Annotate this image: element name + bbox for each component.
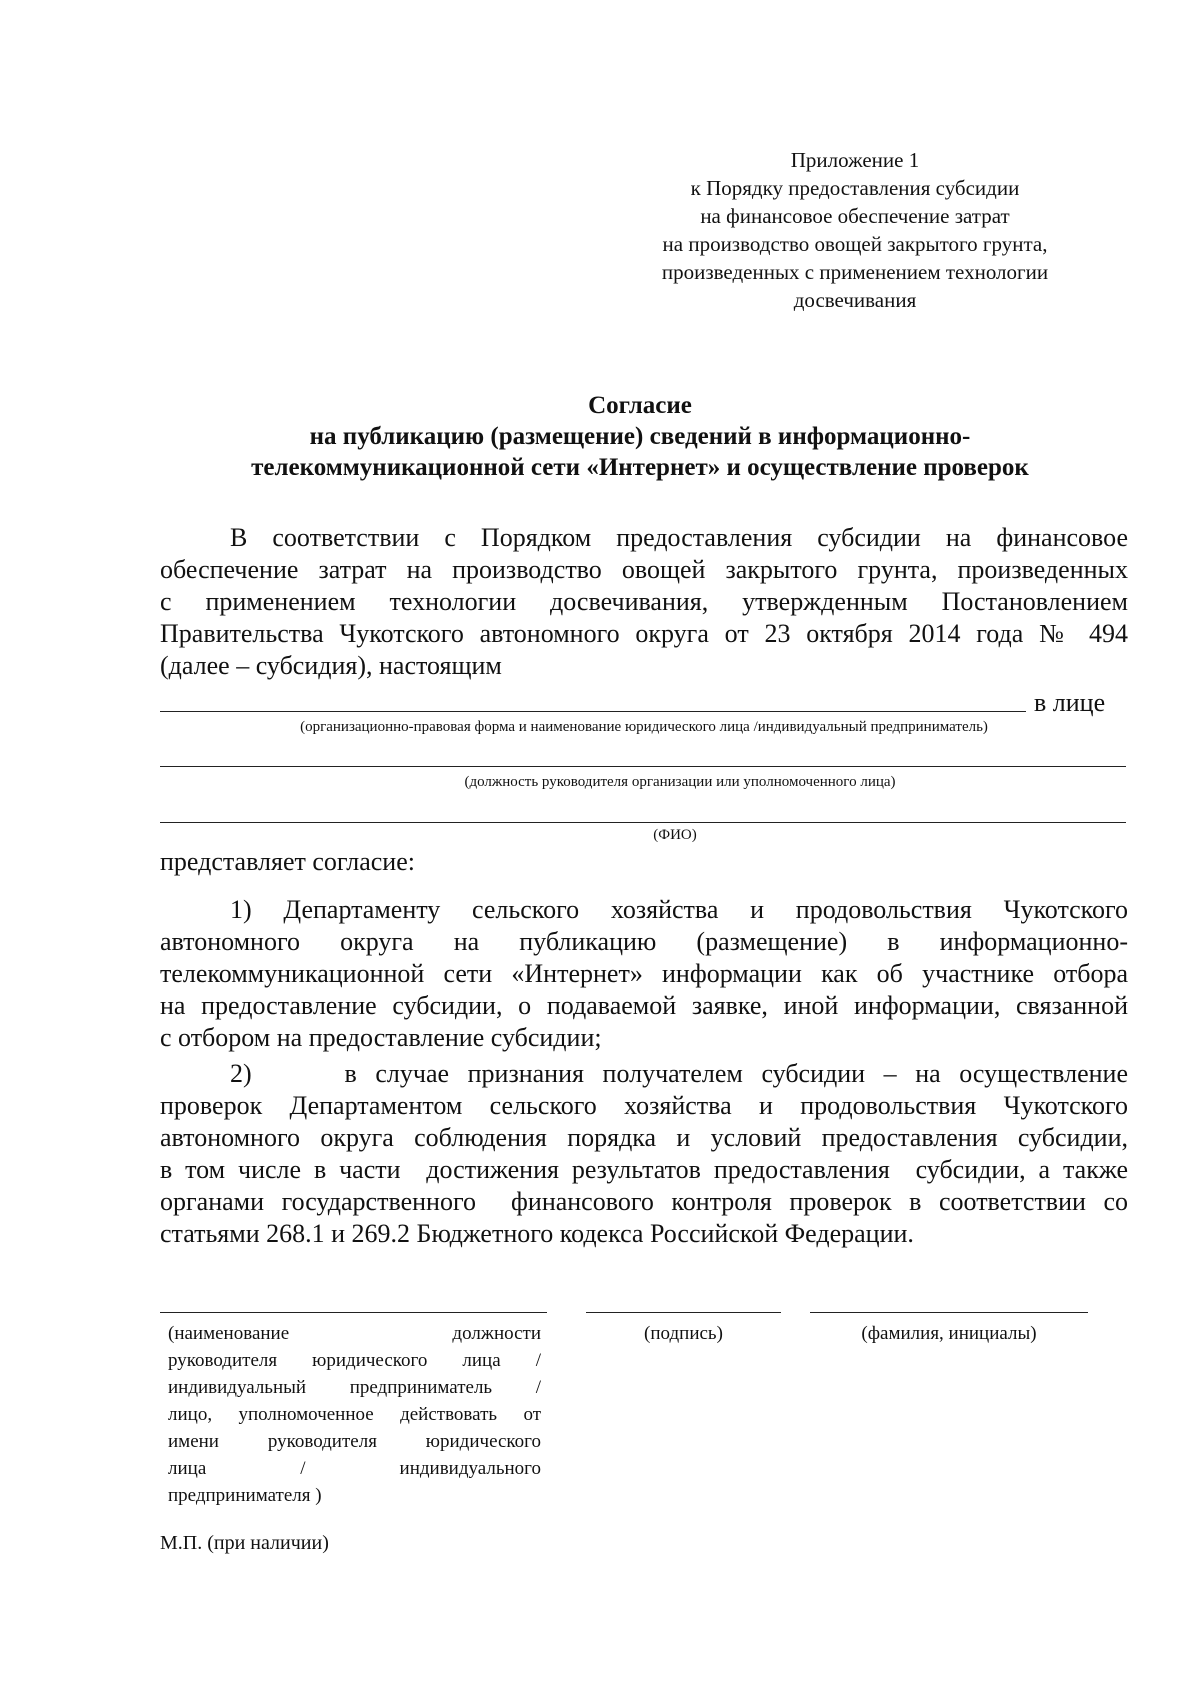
intro-line: (далее – субсидия), настоящим <box>160 651 502 680</box>
item2-line: в том числе в части достижения результатов предоставления субсидии, а также <box>160 1155 1128 1184</box>
annex-header <box>620 146 1090 314</box>
document-title <box>150 390 1130 483</box>
consent-lead-line: представляет согласие: <box>160 847 415 876</box>
item2-line: органами государственного финансового контроля проверок в соответствии со <box>160 1187 1128 1216</box>
annex-line: произведенных с применением технологии <box>661 260 1049 284</box>
intro-paragraph <box>160 522 1128 682</box>
signer-caption-line: предпринимателя ) <box>168 1485 322 1506</box>
signer-caption-line: индивидуальный предприниматель / <box>168 1377 541 1398</box>
signature-caption: (подпись) <box>644 1323 723 1344</box>
title-line: телекоммуникационной сети «Интернет» и осуществление проверок <box>251 454 1029 481</box>
title-line: Согласие <box>588 392 692 419</box>
fio-caption: (ФИО) <box>653 827 697 843</box>
signer-caption-line: лица / индивидуального <box>168 1458 541 1479</box>
consent-item-1 <box>160 894 1128 1054</box>
signer-caption-line: (наименование должности <box>168 1323 541 1344</box>
item1-line: на предоставление субсидии, о подаваемой заявке, иной информации, связанной <box>160 991 1128 1020</box>
signer-caption-line: лицо, уполномоченное действовать от <box>168 1404 541 1425</box>
org-name-blank[interactable] <box>160 711 1026 712</box>
item1-line: телекоммуникационной сети «Интернет» информации как об участнике отбора <box>160 959 1128 988</box>
annex-line: к Порядку предоставления субсидии <box>690 176 1020 200</box>
consent-item-2 <box>160 1058 1128 1250</box>
intro-line: обеспечение затрат на производство овощей закрытого грунта, произведенных <box>160 555 1128 584</box>
position-caption: (должность руководителя организации или уполномоченного лица) <box>464 774 896 790</box>
annex-line: на производство овощей закрытого грунта, <box>662 232 1048 256</box>
item2-line: статьями 268.1 и 269.2 Бюджетного кодекса Российской Федерации. <box>160 1219 914 1248</box>
position-blank[interactable] <box>160 766 1126 767</box>
signer-name-blank[interactable] <box>810 1312 1088 1313</box>
signer-caption-line: имени руководителя юридического <box>168 1431 541 1452</box>
item1-line: автономного округа на публикацию (размещение) в информационно- <box>160 927 1128 956</box>
signer-caption-line: руководителя юридического лица / <box>168 1350 541 1371</box>
item2-line: автономного округа соблюдения порядка и условий предоставления субсидии, <box>160 1123 1128 1152</box>
item1-line: с отбором на предоставление субсидии; <box>160 1023 602 1052</box>
intro-line: с применением технологии досвечивания, утвержденным Постановлением <box>160 587 1128 616</box>
signer-position-blank[interactable] <box>160 1312 547 1313</box>
fio-blank[interactable] <box>160 822 1126 823</box>
signer-name-caption: (фамилия, инициалы) <box>861 1323 1037 1344</box>
intro-line: В соответствии с Порядком предоставления субсидии на финансовое <box>230 523 1128 552</box>
org-name-caption: (организационно-правовая форма и наименование юридического лица /индивидуальный предприниматель) <box>300 719 988 735</box>
item2-line: проверок Департаментом сельского хозяйства и продовольствия Чукотского <box>160 1091 1128 1120</box>
stamp-note: М.П. (при наличии) <box>160 1532 329 1554</box>
signature-blank[interactable] <box>586 1312 781 1313</box>
annex-line: на финансовое обеспечение затрат <box>700 204 1010 228</box>
title-line: на публикацию (размещение) сведений в информационно- <box>309 423 971 450</box>
intro-line: Правительства Чукотского автономного округа от 23 октября 2014 года № 494 <box>160 619 1128 648</box>
item2-line: 2) в случае признания получателем субсидии – на осуществление <box>230 1059 1128 1088</box>
consent-lead <box>160 846 1128 878</box>
signer-position-caption <box>168 1320 541 1509</box>
annex-line: досвечивания <box>793 288 917 312</box>
in-face-label: в лице <box>1034 688 1106 717</box>
item1-line: 1) Департаменту сельского хозяйства и продовольствия Чукотского <box>230 895 1128 924</box>
annex-line: Приложение 1 <box>790 148 920 172</box>
